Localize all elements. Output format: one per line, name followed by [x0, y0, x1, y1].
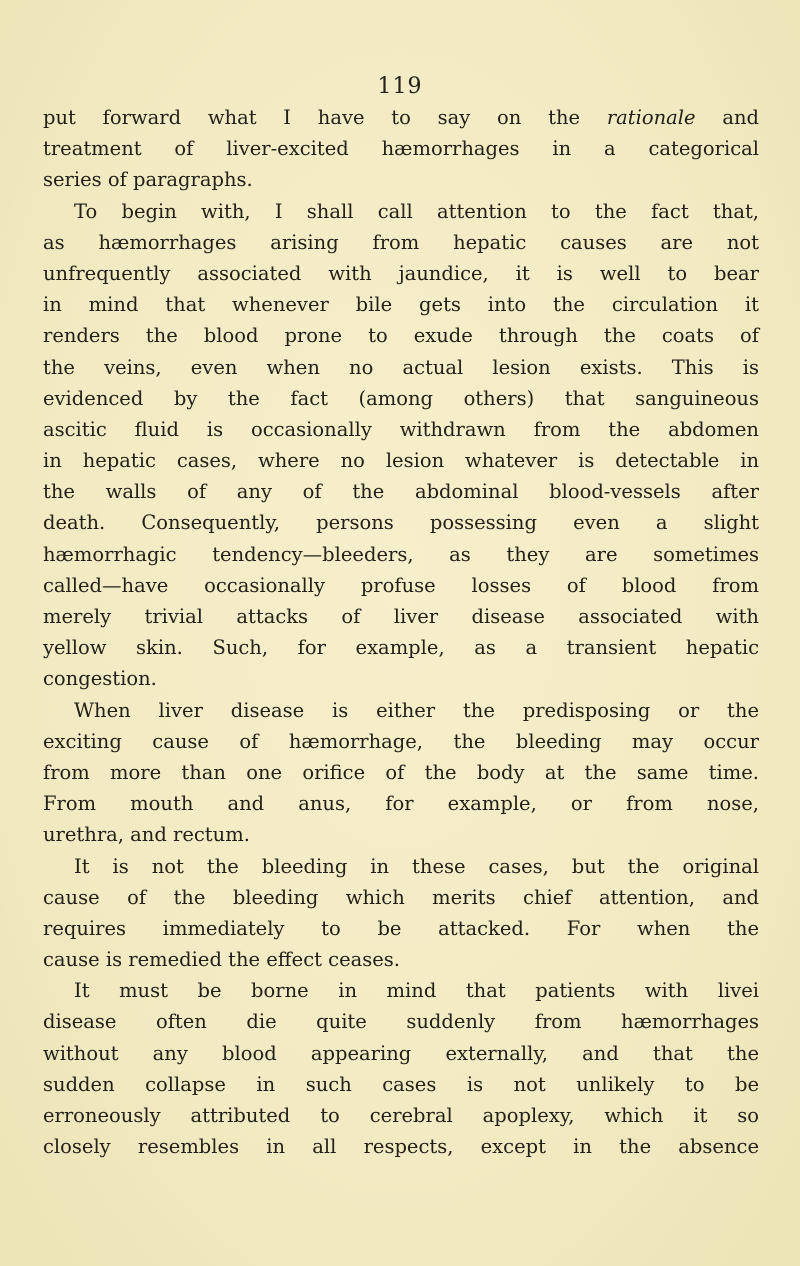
text-span: merely trivial attacks of liver disease associated with: [43, 605, 759, 628]
text-line: [43, 476, 759, 507]
text-span: To begin with, I shall call attention to the fact that,: [74, 199, 759, 223]
text-line: [43, 1069, 759, 1100]
text-span: cause is remedied the effect ceases.: [43, 948, 400, 972]
text-span: in mind that whenever bile gets into the circulation it: [43, 293, 759, 317]
text-line: [43, 445, 759, 476]
text-span: treatment of liver-excited hæmorrhages in a categorical: [43, 137, 759, 161]
text-span: From mouth and anus, for example, or from nose,: [43, 792, 759, 816]
text-span: from more than one orifice of the body at the same time.: [43, 760, 759, 784]
text-span: closely resembles in all respects, except in the absence: [43, 1135, 759, 1159]
text-line: [43, 726, 759, 757]
text-line: [43, 1006, 759, 1037]
text-line: [43, 913, 759, 944]
text-span: as hæmorrhages arising from hepatic causes are not: [43, 230, 759, 254]
text-line: [43, 851, 759, 882]
text-span: renders the blood prone to exude through the coats of: [43, 324, 759, 348]
text-line: [43, 975, 759, 1006]
text-span: erroneously attributed to cerebral apoplexy, which it so: [43, 1104, 759, 1127]
text-line: [43, 819, 759, 850]
text-span: series of paragraphs.: [43, 168, 253, 192]
text-span: called—have occasionally profuse losses of blood from: [43, 573, 759, 597]
page-number: 119: [377, 74, 423, 99]
text-line: [43, 164, 759, 195]
text-span: It must be borne in mind that patients with livei: [74, 979, 759, 1003]
text-span: exciting cause of hæmorrhage, the bleeding may occur: [43, 729, 759, 753]
text-line: [43, 788, 759, 819]
text-span: sudden collapse in such cases is not unlikely to be: [43, 1072, 759, 1096]
text-span: put forward what I have to say on the: [43, 106, 607, 129]
text-line: [43, 133, 759, 164]
text-line: [43, 258, 759, 289]
text-line: [43, 632, 759, 663]
text-line: [43, 944, 759, 975]
text-line: [43, 601, 759, 632]
text-span: hæmorrhagic tendency—bleeders, as they are sometimes: [43, 542, 759, 566]
text-span: the walls of any of the abdominal blood-vessels after: [43, 480, 759, 504]
text-span: cause of the bleeding which merits chief attention, and: [43, 885, 759, 909]
text-span: and: [695, 106, 759, 129]
text-span: congestion.: [43, 667, 157, 691]
italic-text: rationale: [606, 106, 696, 129]
body-text: [43, 102, 759, 1162]
text-line: [43, 414, 759, 445]
text-line: [43, 1038, 759, 1069]
text-line: [43, 352, 759, 383]
text-line: [43, 102, 759, 133]
text-span: evidenced by the fact (among others) that sanguineous: [43, 386, 759, 410]
text-line: [43, 663, 759, 694]
text-span: in hepatic cases, where no lesion whatever is detectable in: [43, 449, 759, 473]
text-span: unfrequently associated with jaundice, it is well to bear: [43, 261, 759, 285]
text-line: [43, 695, 759, 726]
text-line: [43, 507, 759, 538]
text-line: [43, 570, 759, 601]
text-line: [43, 383, 759, 414]
text-line: [43, 227, 759, 258]
text-line: [43, 1100, 759, 1131]
text-span: without any blood appearing externally, and that the: [43, 1041, 759, 1065]
text-line: [43, 757, 759, 788]
text-span: requires immediately to be attacked. For when the: [43, 916, 759, 940]
text-span: urethra, and rectum.: [43, 823, 250, 847]
text-span: disease often die quite suddenly from hæmorrhages: [43, 1010, 759, 1034]
text-line: [43, 539, 759, 570]
text-line: [43, 1131, 759, 1162]
text-span: It is not the bleeding in these cases, but the original: [74, 854, 759, 878]
text-line: [43, 882, 759, 913]
text-span: yellow skin. Such, for example, as a transient hepatic: [43, 636, 759, 660]
text-line: [43, 196, 759, 227]
text-line: [43, 289, 759, 320]
text-span: the veins, even when no actual lesion exists. This is: [43, 355, 759, 379]
text-span: ascitic fluid is occasionally withdrawn from the abdomen: [43, 417, 759, 441]
text-span: When liver disease is either the predisposing or the: [74, 698, 759, 722]
text-line: [43, 320, 759, 351]
text-span: death. Consequently, persons possessing even a slight: [43, 511, 759, 535]
